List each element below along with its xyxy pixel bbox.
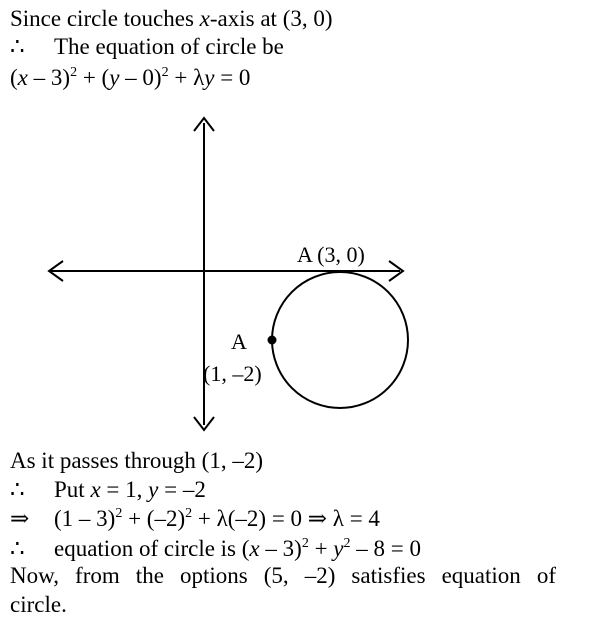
implies-symbol: ⇒ (10, 506, 30, 531)
conclusion-line-end: circle. (10, 592, 67, 617)
substitution-line: ∴ Put x = 1, y = –2 (10, 477, 206, 502)
circle-equation-general: (x – 3)$^2$ + (y – 0)$^2$ + λy = 0 (10, 65, 251, 90)
circle (272, 272, 408, 408)
therefore-symbol: ∴ (10, 34, 25, 59)
therefore-symbol: ∴ (10, 536, 25, 561)
final-equation-line: ∴ equation of circle is $(x - 3)^2 + y^2 - 8 = 0$ (10, 536, 421, 561)
lambda-solve-line: ⇒ $(1 - 3)^2 + (-2)^2 + \lambda(-2) = 0$ ⇒ λ = 4 (10, 506, 380, 531)
passes-through-line: As it passes through (1, –2) (10, 448, 263, 473)
point-a-left-coords: (1, –2) (203, 361, 262, 386)
equation-heading-line: ∴ The equation of circle be (10, 34, 284, 59)
point-a-dot (268, 336, 277, 345)
point-a-left-label: A (231, 329, 247, 354)
therefore-symbol: ∴ (10, 477, 25, 502)
conclusion-line: Now, from the options (5, –2) satisfies equation of (10, 563, 556, 588)
intro-line: Since circle touches x-axis at (3, 0) (10, 6, 333, 31)
point-a-top-label: A (3, 0) (297, 242, 365, 267)
